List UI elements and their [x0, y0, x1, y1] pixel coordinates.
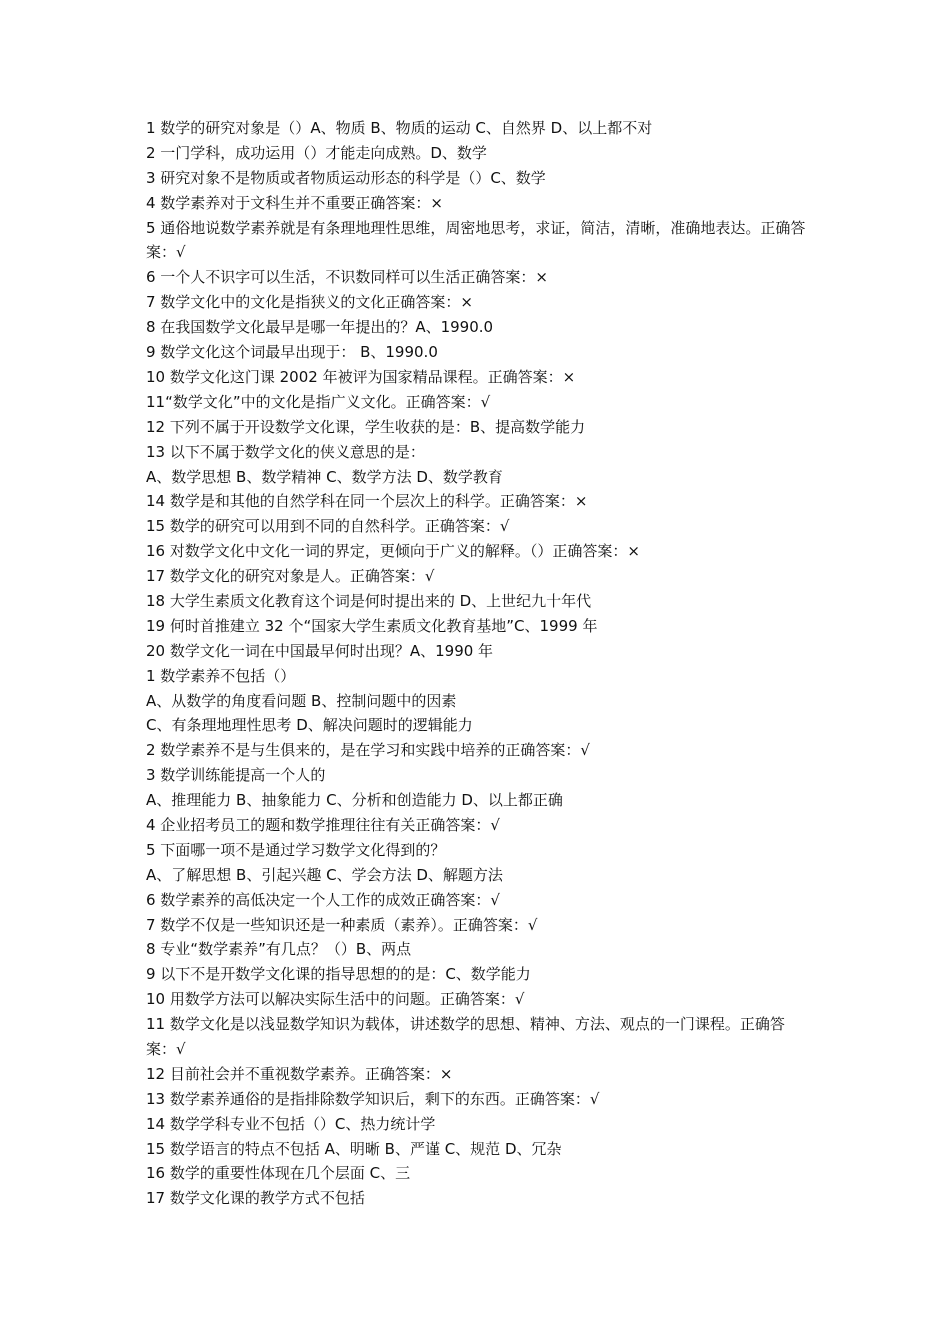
- text-line: A、推理能力 B、抽象能力 C、分析和创造能力 D、以上都正确: [146, 791, 563, 810]
- text-line: 5 下面哪一项不是通过学习数学文化得到的？: [146, 840, 446, 859]
- text-line: 13 数学素养通俗的是指排除数学知识后，剩下的东西。正确答案：√: [146, 1089, 600, 1108]
- text-line: A、从数学的角度看问题 B、控制问题中的因素: [146, 691, 457, 710]
- text-line: 3 研究对象不是物质或者物质运动形态的科学是（）C、数学: [146, 168, 546, 187]
- text-line: 7 数学不仅是一些知识还是一种素质（素养）。正确答案：√: [146, 915, 538, 934]
- text-line: 1 数学素养不包括（）: [146, 666, 296, 685]
- text-line: 5 通俗地说数学素养就是有条理地理性思维，周密地思考，求证，简洁，清晰，准确地表达。正确答案：√: [146, 218, 806, 262]
- text-line: 4 数学素养对于文科生并不重要正确答案：×: [146, 193, 443, 212]
- text-line: 2 数学素养不是与生俱来的，是在学习和实践中培养的正确答案：√: [146, 741, 590, 760]
- text-line: 17 数学文化的研究对象是人。正确答案：√: [146, 567, 435, 586]
- text-line: 11 数学文化是以浅显数学知识为载体，讲述数学的思想、精神、方法、观点的一门课程。正确答案：√: [146, 1015, 785, 1058]
- text-line: 7 数学文化中的文化是指狭义的文化正确答案：×: [146, 293, 473, 312]
- text-line: 18 大学生素质文化教育这个词是何时提出来的 D、上世纪九十年代: [146, 591, 592, 610]
- text-line: 9 数学文化这个词最早出现于： B、1990.0: [146, 343, 438, 362]
- text-line: 20 数学文化一词在中国最早何时出现？A、1990 年: [146, 641, 494, 660]
- text-line: 8 专业“数学素养”有几点？（）B、两点: [146, 940, 412, 959]
- text-line: 13 以下不属于数学文化的侠义意思的是：: [146, 442, 425, 461]
- text-line: 9 以下不是开数学文化课的指导思想的的是：C、数学能力: [146, 965, 531, 984]
- text-line: 2 一门学科，成功运用（）才能走向成熟。D、数学: [146, 143, 487, 162]
- text-line: 15 数学的研究可以用到不同的自然科学。正确答案：√: [146, 517, 510, 536]
- text-line: 14 数学学科专业不包括（）C、热力统计学: [146, 1114, 436, 1133]
- text-line: 16 数学的重要性体现在几个层面 C、三: [146, 1164, 411, 1183]
- text-line: 12 目前社会并不重视数学素养。正确答案：×: [146, 1064, 453, 1083]
- text-line: 17 数学文化课的教学方式不包括: [146, 1189, 365, 1208]
- text-line: 12 下列不属于开设数学文化课，学生收获的是：B、提高数学能力: [146, 417, 586, 436]
- text-line: 8 在我国数学文化最早是哪一年提出的？A、1990.0: [146, 318, 494, 337]
- text-line: 3 数学训练能提高一个人的: [146, 766, 326, 785]
- text-line: 6 一个人不识字可以生活，不识数同样可以生活正确答案：×: [146, 268, 548, 287]
- text-line: A、数学思想 B、数学精神 C、数学方法 D、数学教育: [146, 467, 503, 486]
- text-line: 16 对数学文化中文化一词的界定，更倾向于广义的解释。（）正确答案：×: [146, 542, 640, 561]
- document-body: [146, 116, 810, 1211]
- text-line: 11“数学文化”中的文化是指广义文化。正确答案：√: [146, 392, 491, 411]
- text-line: 6 数学素养的高低决定一个人工作的成效正确答案：√: [146, 890, 500, 909]
- text-line: 4 企业招考员工的题和数学推理往往有关正确答案：√: [146, 815, 500, 834]
- text-line: 15 数学语言的特点不包括 A、明晰 B、严谨 C、规范 D、冗杂: [146, 1139, 562, 1158]
- text-line: 14 数学是和其他的自然学科在同一个层次上的科学。正确答案：×: [146, 492, 588, 511]
- text-line: A、了解思想 B、引起兴趣 C、学会方法 D、解题方法: [146, 865, 503, 884]
- text-line: 1 数学的研究对象是（）A、物质 B、物质的运动 C、自然界 D、以上都不对: [146, 119, 653, 137]
- text-line: 19 何时首推建立 32 个“国家大学生素质文化教育基地”C、1999 年: [146, 616, 598, 635]
- text-line: 10 数学文化这门课 2002 年被评为国家精品课程。正确答案：×: [146, 367, 576, 386]
- text-line: 10 用数学方法可以解决实际生活中的问题。正确答案：√: [146, 990, 525, 1009]
- text-line: C、有条理地理性思考 D、解决问题时的逻辑能力: [146, 716, 473, 735]
